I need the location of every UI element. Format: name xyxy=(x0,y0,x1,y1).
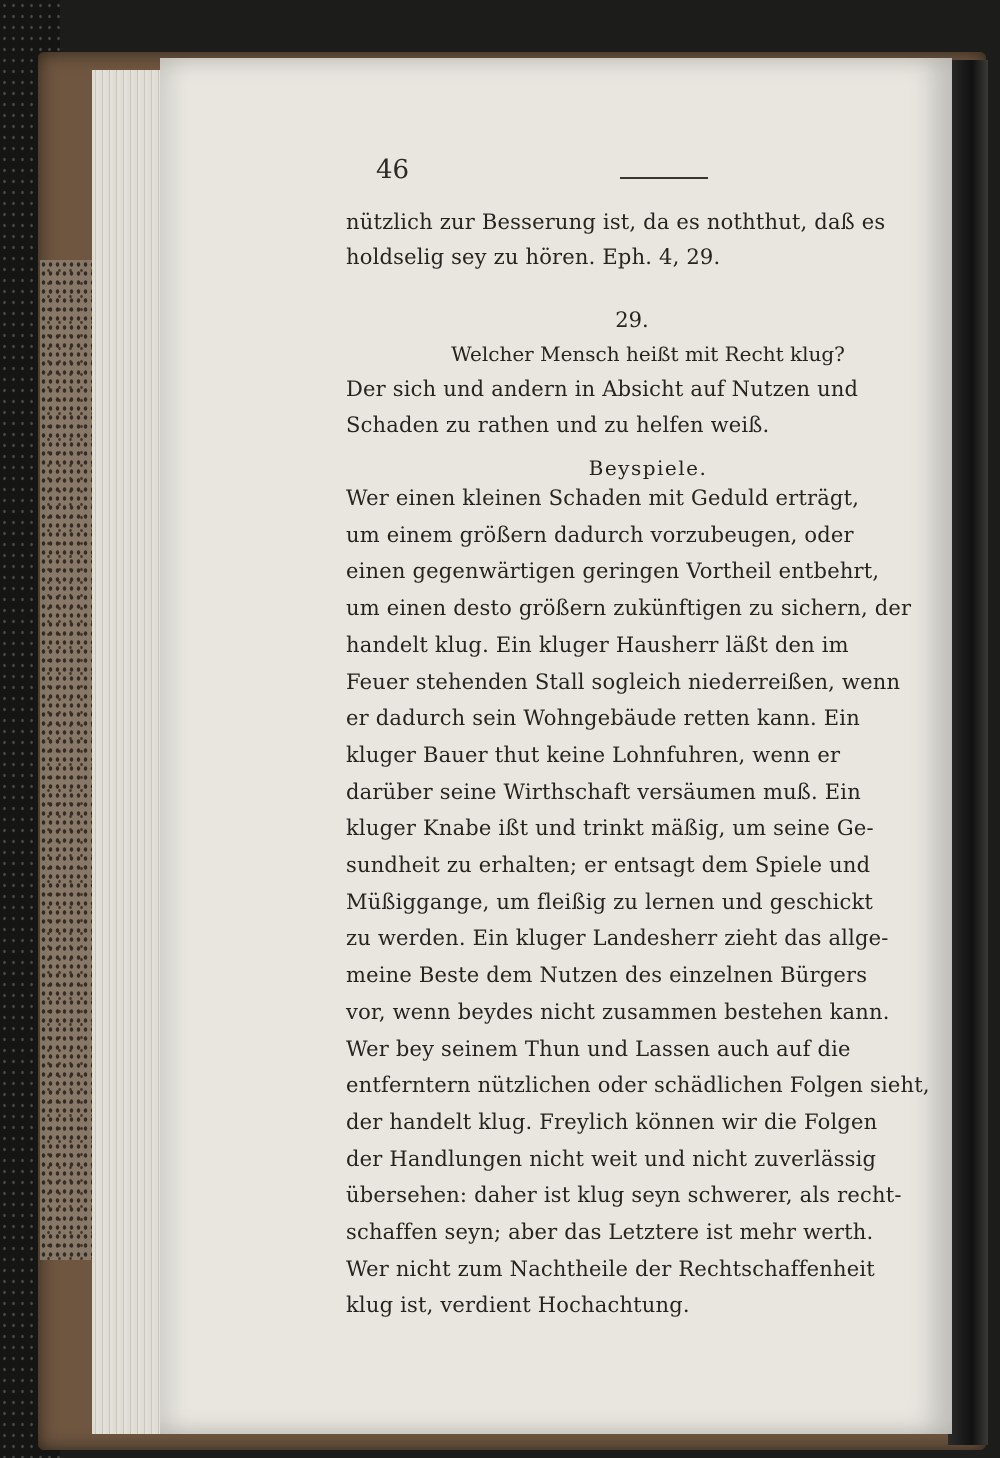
header-rule xyxy=(620,177,708,179)
text-line: kluger Knabe ißt und trinkt mäßig, um seine Ge- xyxy=(346,816,874,841)
text-line: um einem größern dadurch vorzubeugen, oder xyxy=(346,522,854,547)
text-line: darüber seine Wirthschaft versäumen muß. Ein xyxy=(346,779,861,804)
text-line: holdselig sey zu hören. Eph. 4, 29. xyxy=(346,245,721,269)
text-line: um einen desto größern zukünftigen zu sichern, der xyxy=(346,596,912,621)
text-line: der handelt klug. Freylich können wir die Folgen xyxy=(346,1109,878,1134)
text-line: schaffen seyn; aber das Letztere ist mehr werth. xyxy=(346,1220,874,1244)
page-edges xyxy=(92,70,162,1434)
text-line: kluger Bauer thut keine Lohnfuhren, wenn er xyxy=(346,742,841,767)
text-line: einen gegenwärtigen geringen Vortheil entbehrt, xyxy=(346,559,880,584)
text-line: Wer nicht zum Nachtheile der Rechtschaffenheit xyxy=(346,1256,875,1281)
cover-marbling xyxy=(40,260,98,1260)
page-number: 46 xyxy=(376,155,410,185)
text-line: meine Beste dem Nutzen des einzelnen Bürgers xyxy=(346,963,868,988)
text-line: Wer einen kleinen Schaden mit Geduld erträgt, xyxy=(346,486,860,510)
text-line: Schaden zu rathen und zu helfen weiß. xyxy=(346,413,770,437)
text-line: Müßiggange, um fleißig zu lernen und geschickt xyxy=(346,889,874,914)
question: Welcher Mensch heißt mit Recht klug? xyxy=(451,342,845,366)
text-line: entferntern nützlichen oder schädlichen Folgen sieht, xyxy=(346,1073,930,1098)
text-line: nützlich zur Besserung ist, da es noththut, daß es xyxy=(346,210,886,234)
text-line: klug ist, verdient Hochachtung. xyxy=(346,1293,690,1318)
text-line: Wer bey seinem Thun und Lassen auch auf die xyxy=(346,1036,851,1061)
text-line: Der sich und andern in Absicht auf Nutzen und xyxy=(346,377,859,401)
text-line: handelt klug. Ein kluger Hausherr läßt den im xyxy=(346,632,849,657)
text-line: er dadurch sein Wohngebäude retten kann. Ein xyxy=(346,706,860,731)
text-line: zu werden. Ein kluger Landesherr zieht das allge- xyxy=(346,926,889,951)
text-line: vor, wenn beydes nicht zusammen bestehen kann. xyxy=(346,999,890,1024)
facing-page-edge xyxy=(948,60,988,1445)
text-line: Feuer stehenden Stall sogleich niederreißen, wenn xyxy=(346,669,901,694)
text-line: übersehen: daher ist klug seyn schwerer, als recht- xyxy=(346,1183,902,1208)
section-number: 29. xyxy=(615,308,649,332)
text-line: sundheit zu erhalten; er entsagt dem Spiele und xyxy=(346,853,871,877)
examples-heading: Beyspiele. xyxy=(588,456,708,480)
text-line: der Handlungen nicht weit und nicht zuverlässig xyxy=(346,1146,877,1171)
